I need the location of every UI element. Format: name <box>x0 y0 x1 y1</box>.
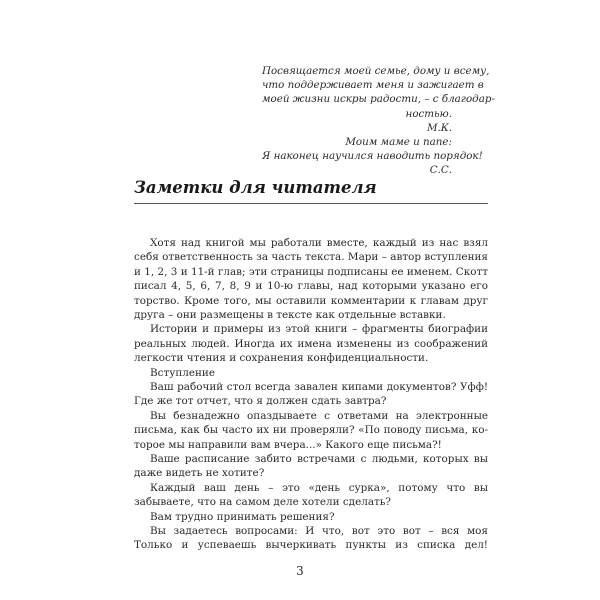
body-line: Где же тот отчет, что я должен сдать завтра? <box>134 395 387 408</box>
body-line: Ваше расписание забито встречами с людьми, которых вы <box>150 452 488 465</box>
dedication-line: Моим маме и папе: <box>345 136 452 149</box>
body-line: друга – они размещены в тексте как отдельные вставки. <box>134 308 446 321</box>
body-line: Истории и примеры из этой книги – фрагменты биографии <box>150 323 488 336</box>
body-line: Вам трудно принимать решения? <box>150 510 335 523</box>
dedication-line: ностью. <box>405 107 452 120</box>
body-line: легкости чтения и сохранения конфиденциальности. <box>134 352 429 365</box>
dedication-signature: С.С. <box>429 164 452 177</box>
dedication-line: что поддерживает меня и зажигает в <box>262 79 484 92</box>
dedication-line: Посвящается моей семье, дому и всему, <box>262 65 490 77</box>
body-text <box>134 236 488 553</box>
heading-rule <box>134 203 488 204</box>
dedication-line: Я наконец научился наводить порядок! <box>262 150 483 163</box>
dedication-signature: М.К. <box>426 121 452 134</box>
dedication <box>262 64 495 178</box>
body-line: торство. Кроме того, мы оставили комментарии к главам друг <box>134 294 488 307</box>
body-line: Вы безнадежно опаздываете с ответами на электронные <box>150 409 488 422</box>
body-line: Вступление <box>150 366 215 379</box>
body-line: торое мы направили вам вчера...» Какого еще письма?! <box>134 438 442 451</box>
section-heading: Заметки для читателя <box>134 178 377 197</box>
body-line: и 1, 2, 3 и 11-й глав; эти страницы подписаны ее именем. Скотт <box>134 265 488 278</box>
body-line: себя ответственность за часть текста. Мари – автор вступления <box>134 251 488 264</box>
body-line: письма, как бы часто их ни проверяли? «По поводу письма, ко- <box>134 424 488 437</box>
body-line: Хотя над книгой мы работали вместе, каждый из нас взял <box>150 237 488 249</box>
body-line: даже видеть не хотите? <box>134 467 265 480</box>
body-line: Только и успеваешь вычеркивать пункты из списка дел! <box>134 539 488 552</box>
dedication-line: моей жизни искры радости, – с благодар- <box>262 93 495 106</box>
body-line: забываете, что на самом деле хотели сделать? <box>134 496 392 509</box>
body-line: Вы задаетесь вопросами: И что, вот это вот – вся моя <box>150 524 488 537</box>
body-line: реальных людей. Иногда их имена изменены из соображений <box>134 337 488 350</box>
body-line: писал 4, 5, 6, 7, 8, 9 и 10-ю главы, над которыми указано его <box>134 280 488 293</box>
body-line: Ваш рабочий стол всегда завален кипами документов? Уфф! <box>150 380 488 393</box>
page-number: 3 <box>296 564 304 578</box>
body-line: Каждый ваш день – это «день сурка», потому что вы <box>150 481 488 494</box>
